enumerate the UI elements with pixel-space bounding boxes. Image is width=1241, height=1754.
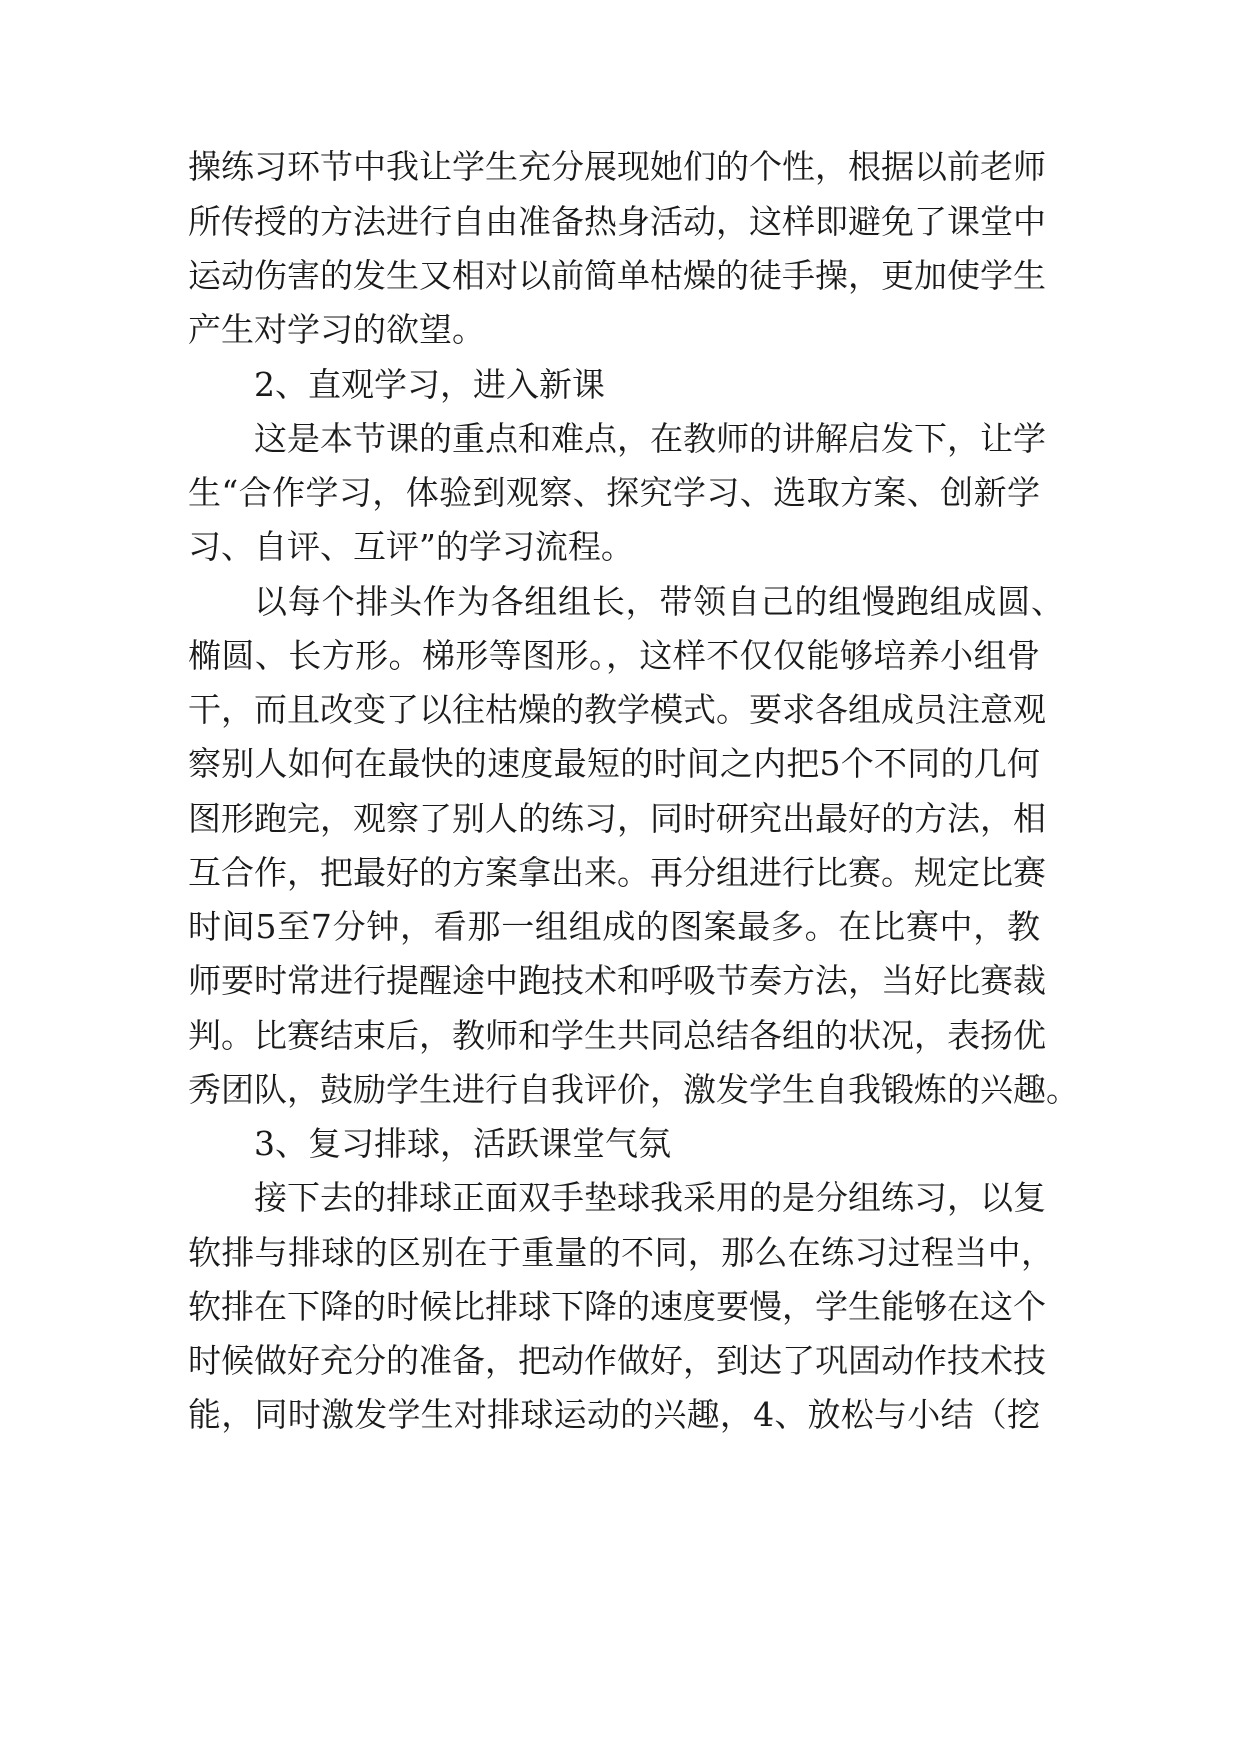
text-line: 产生对学习的欲望。 [188,310,485,349]
text-line: 这是本节课的重点和难点，在教师的讲解启发下，让学 [254,419,1046,458]
text-line: 软排与排球的区别在于重量的不同，那么在练习过程当中， [188,1233,1054,1272]
section-heading: 2、直观学习，进入新课 [254,365,605,404]
text-line: 椭圆、长方形。梯形等图形。，这样不仅仅能够培养小组骨 [188,636,1040,675]
text-line: 操练习环节中我让学生充分展现她们的个性，根据以前老师 [188,147,1046,186]
text-line: 互合作，把最好的方案拿出来。再分组进行比赛。规定比赛 [188,853,1046,892]
text-line: 以每个排头作为各组组长，带领自己的组慢跑组成圆、 [254,582,1064,621]
text-line: 察别人如何在最快的速度最短的时间之内把5个不同的几何 [188,744,1040,783]
section-heading: 3、复习排球，活跃课堂气氛 [254,1124,671,1163]
text-line: 生“合作学习，体验到观察、探究学习、选取方案、创新学 [188,473,1040,512]
text-line: 能，同时激发学生对排球运动的兴趣，4、放松与小结（挖 [188,1395,1040,1434]
text-line: 干，而且改变了以往枯燥的教学模式。要求各组成员注意观 [188,690,1046,729]
text-line: 师要时常进行提醒途中跑技术和呼吸节奏方法，当好比赛裁 [188,961,1046,1000]
text-line: 秀团队，鼓励学生进行自我评价，激发学生自我锻炼的兴趣。 [188,1070,1079,1109]
text-line: 图形跑完，观察了别人的练习，同时研究出最好的方法，相 [188,799,1046,838]
text-line: 时候做好充分的准备，把动作做好，到达了巩固动作技术技 [188,1341,1046,1380]
text-line: 时间5至7分钟，看那一组组成的图案最多。在比赛中，教 [188,907,1040,946]
text-line: 接下去的排球正面双手垫球我采用的是分组练习，以复 [254,1178,1046,1217]
text-line: 软排在下降的时候比排球下降的速度要慢，学生能够在这个 [188,1287,1046,1326]
text-line: 运动伤害的发生又相对以前简单枯燥的徒手操，更加使学生 [188,256,1046,295]
text-line: 习、自评、互评”的学习流程。 [188,527,634,566]
text-line: 所传授的方法进行自由准备热身活动，这样即避免了课堂中 [188,202,1046,241]
text-line: 判。比赛结束后，教师和学生共同总结各组的状况，表扬优 [188,1016,1046,1055]
